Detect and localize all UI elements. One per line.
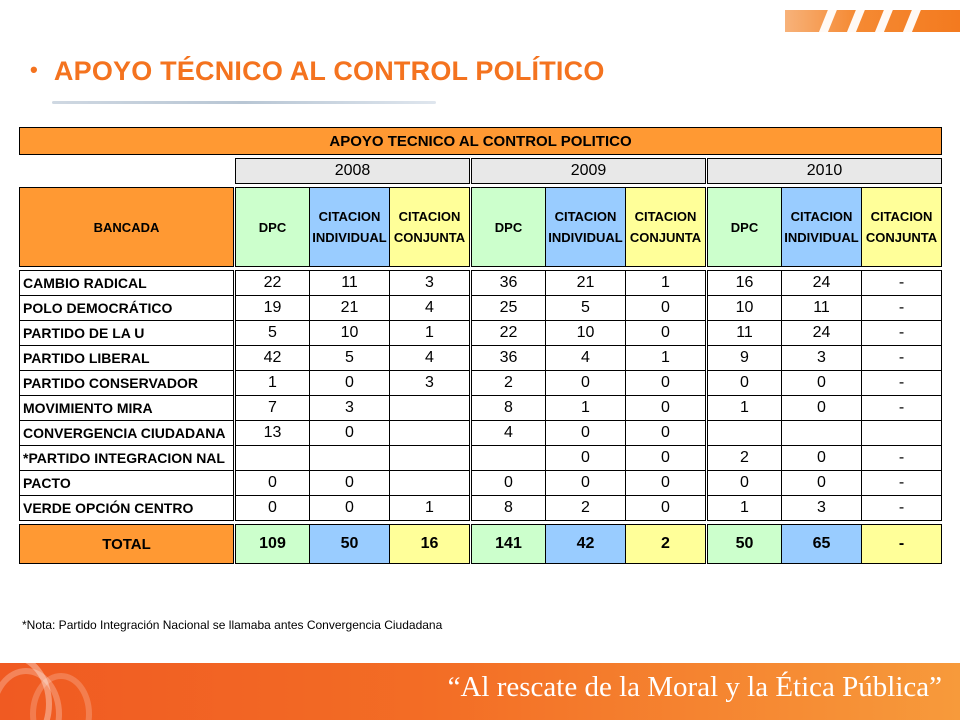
value-cell-individual: 0 (310, 371, 390, 396)
value-cell-dpc: 36 (472, 346, 546, 371)
total-cell-individual: 50 (310, 525, 390, 564)
value-cell-individual: 0 (546, 446, 626, 471)
value-cell-conjunta (390, 396, 470, 421)
value-cell-conjunta: 4 (390, 346, 470, 371)
subheader-conjunta-2008: CITACION CONJUNTA (390, 188, 470, 267)
total-cell-dpc: 50 (708, 525, 782, 564)
value-cell-individual: 0 (782, 471, 862, 496)
value-cell-dpc: 10 (708, 296, 782, 321)
value-cell-dpc: 25 (472, 296, 546, 321)
total-cell-conjunta: 2 (626, 525, 706, 564)
value-cell-individual (782, 421, 862, 446)
value-cell-dpc (708, 421, 782, 446)
value-cell-conjunta: - (862, 346, 942, 371)
value-cell-conjunta: 1 (390, 321, 470, 346)
value-cell-conjunta: - (862, 471, 942, 496)
value-cell-conjunta: - (862, 371, 942, 396)
value-cell-dpc: 9 (708, 346, 782, 371)
value-cell-dpc: 5 (236, 321, 310, 346)
value-cell-conjunta: 0 (626, 296, 706, 321)
value-cell-conjunta: 1 (626, 271, 706, 296)
value-cell-dpc: 16 (708, 271, 782, 296)
value-cell-conjunta: 0 (626, 471, 706, 496)
value-cell-conjunta: 0 (626, 446, 706, 471)
value-cell-conjunta: 0 (626, 321, 706, 346)
slide-title (30, 56, 605, 87)
value-cell-dpc: 8 (472, 396, 546, 421)
value-cell-dpc: 8 (472, 496, 546, 521)
value-cell-conjunta: - (862, 271, 942, 296)
control-politico-table (19, 127, 942, 564)
subheader-conjunta-2009: CITACION CONJUNTA (626, 188, 706, 267)
value-cell-individual: 4 (546, 346, 626, 371)
party-name: POLO DEMOCRÁTICO (20, 296, 234, 321)
table-row (20, 296, 942, 321)
value-cell-conjunta (390, 471, 470, 496)
subheader-individual-2010: CITACION INDIVIDUAL (782, 188, 862, 267)
value-cell-individual: 10 (310, 321, 390, 346)
title-underline (52, 101, 436, 104)
value-cell-individual: 21 (310, 296, 390, 321)
value-cell-dpc: 2 (472, 371, 546, 396)
value-cell-individual: 21 (546, 271, 626, 296)
subheader-dpc-2008: DPC (236, 188, 310, 267)
total-cell-conjunta: - (862, 525, 942, 564)
value-cell-dpc: 0 (236, 471, 310, 496)
value-cell-conjunta: 1 (390, 496, 470, 521)
value-cell-individual: 0 (782, 371, 862, 396)
value-cell-dpc: 2 (708, 446, 782, 471)
party-name: MOVIMIENTO MIRA (20, 396, 234, 421)
value-cell-individual: 0 (310, 421, 390, 446)
party-name: PACTO (20, 471, 234, 496)
value-cell-individual: 0 (782, 446, 862, 471)
value-cell-individual: 2 (546, 496, 626, 521)
table-header: APOYO TECNICO AL CONTROL POLITICO (20, 128, 942, 155)
value-cell-conjunta: 3 (390, 271, 470, 296)
value-cell-conjunta: 4 (390, 296, 470, 321)
slide-title-text: APOYO TÉCNICO AL CONTROL POLÍTICO (53, 56, 605, 86)
value-cell-individual (310, 446, 390, 471)
total-label: TOTAL (20, 525, 234, 564)
value-cell-conjunta: 0 (626, 421, 706, 446)
party-name: CAMBIO RADICAL (20, 271, 234, 296)
value-cell-individual: 3 (782, 346, 862, 371)
value-cell-conjunta: 0 (626, 371, 706, 396)
value-cell-conjunta: 1 (626, 346, 706, 371)
value-cell-individual: 0 (546, 421, 626, 446)
party-name: PARTIDO LIBERAL (20, 346, 234, 371)
table-row (20, 271, 942, 296)
value-cell-individual: 5 (546, 296, 626, 321)
value-cell-individual: 0 (310, 496, 390, 521)
value-cell-conjunta: 0 (626, 496, 706, 521)
value-cell-dpc: 1 (708, 396, 782, 421)
subheader-dpc-2010: DPC (708, 188, 782, 267)
value-cell-individual: 0 (546, 471, 626, 496)
value-cell-individual: 11 (310, 271, 390, 296)
party-name: *PARTIDO INTEGRACION NAL (20, 446, 234, 471)
value-cell-dpc: 0 (708, 371, 782, 396)
footnote: *Nota: Partido Integración Nacional se llamaba antes Convergencia Ciudadana (22, 618, 443, 632)
value-cell-individual: 10 (546, 321, 626, 346)
value-cell-individual: 24 (782, 271, 862, 296)
table-row (20, 496, 942, 521)
total-cell-dpc: 109 (236, 525, 310, 564)
table-row (20, 471, 942, 496)
value-cell-dpc: 22 (472, 321, 546, 346)
value-cell-dpc: 0 (236, 496, 310, 521)
year-header-2009: 2009 (472, 159, 706, 184)
value-cell-individual: 3 (782, 496, 862, 521)
value-cell-dpc (472, 446, 546, 471)
value-cell-dpc: 22 (236, 271, 310, 296)
value-cell-individual: 1 (546, 396, 626, 421)
value-cell-dpc: 13 (236, 421, 310, 446)
total-cell-individual: 65 (782, 525, 862, 564)
value-cell-conjunta: - (862, 296, 942, 321)
total-cell-dpc: 141 (472, 525, 546, 564)
value-cell-individual: 0 (310, 471, 390, 496)
subheader-conjunta-2010: CITACION CONJUNTA (862, 188, 942, 267)
value-cell-individual: 5 (310, 346, 390, 371)
table-row (20, 396, 942, 421)
value-cell-conjunta: 3 (390, 371, 470, 396)
brand-bar-decoration (785, 10, 960, 32)
value-cell-dpc: 1 (236, 371, 310, 396)
subheader-dpc-2009: DPC (472, 188, 546, 267)
value-cell-dpc: 19 (236, 296, 310, 321)
total-row (20, 525, 942, 564)
value-cell-dpc: 1 (708, 496, 782, 521)
value-cell-conjunta: - (862, 396, 942, 421)
value-cell-conjunta (390, 446, 470, 471)
value-cell-conjunta (862, 421, 942, 446)
subheader-individual-2008: CITACION INDIVIDUAL (310, 188, 390, 267)
table-row (20, 321, 942, 346)
bancada-header: BANCADA (20, 188, 234, 267)
table-row (20, 346, 942, 371)
table-row (20, 371, 942, 396)
value-cell-individual: 3 (310, 396, 390, 421)
value-cell-individual: 11 (782, 296, 862, 321)
value-cell-individual: 24 (782, 321, 862, 346)
value-cell-individual: 0 (782, 396, 862, 421)
year-header-2008: 2008 (236, 159, 470, 184)
value-cell-dpc: 0 (708, 471, 782, 496)
value-cell-conjunta: - (862, 496, 942, 521)
slogan: “Al rescate de la Moral y la Ética Pública” (447, 671, 942, 703)
value-cell-dpc: 0 (472, 471, 546, 496)
value-cell-conjunta (390, 421, 470, 446)
value-cell-conjunta: - (862, 446, 942, 471)
party-name: PARTIDO DE LA U (20, 321, 234, 346)
value-cell-dpc: 36 (472, 271, 546, 296)
value-cell-dpc (236, 446, 310, 471)
value-cell-dpc: 42 (236, 346, 310, 371)
value-cell-conjunta: 0 (626, 396, 706, 421)
total-cell-conjunta: 16 (390, 525, 470, 564)
subheader-individual-2009: CITACION INDIVIDUAL (546, 188, 626, 267)
party-name: CONVERGENCIA CIUDADANA (20, 421, 234, 446)
party-name: PARTIDO CONSERVADOR (20, 371, 234, 396)
bullet-icon: • (30, 57, 38, 82)
value-cell-dpc: 7 (236, 396, 310, 421)
value-cell-conjunta: - (862, 321, 942, 346)
party-name: VERDE OPCIÓN CENTRO (20, 496, 234, 521)
total-cell-individual: 42 (546, 525, 626, 564)
year-header-2010: 2010 (708, 159, 942, 184)
table-row (20, 421, 942, 446)
value-cell-individual: 0 (546, 371, 626, 396)
value-cell-dpc: 11 (708, 321, 782, 346)
bottom-banner (0, 663, 960, 720)
table-row (20, 446, 942, 471)
value-cell-dpc: 4 (472, 421, 546, 446)
